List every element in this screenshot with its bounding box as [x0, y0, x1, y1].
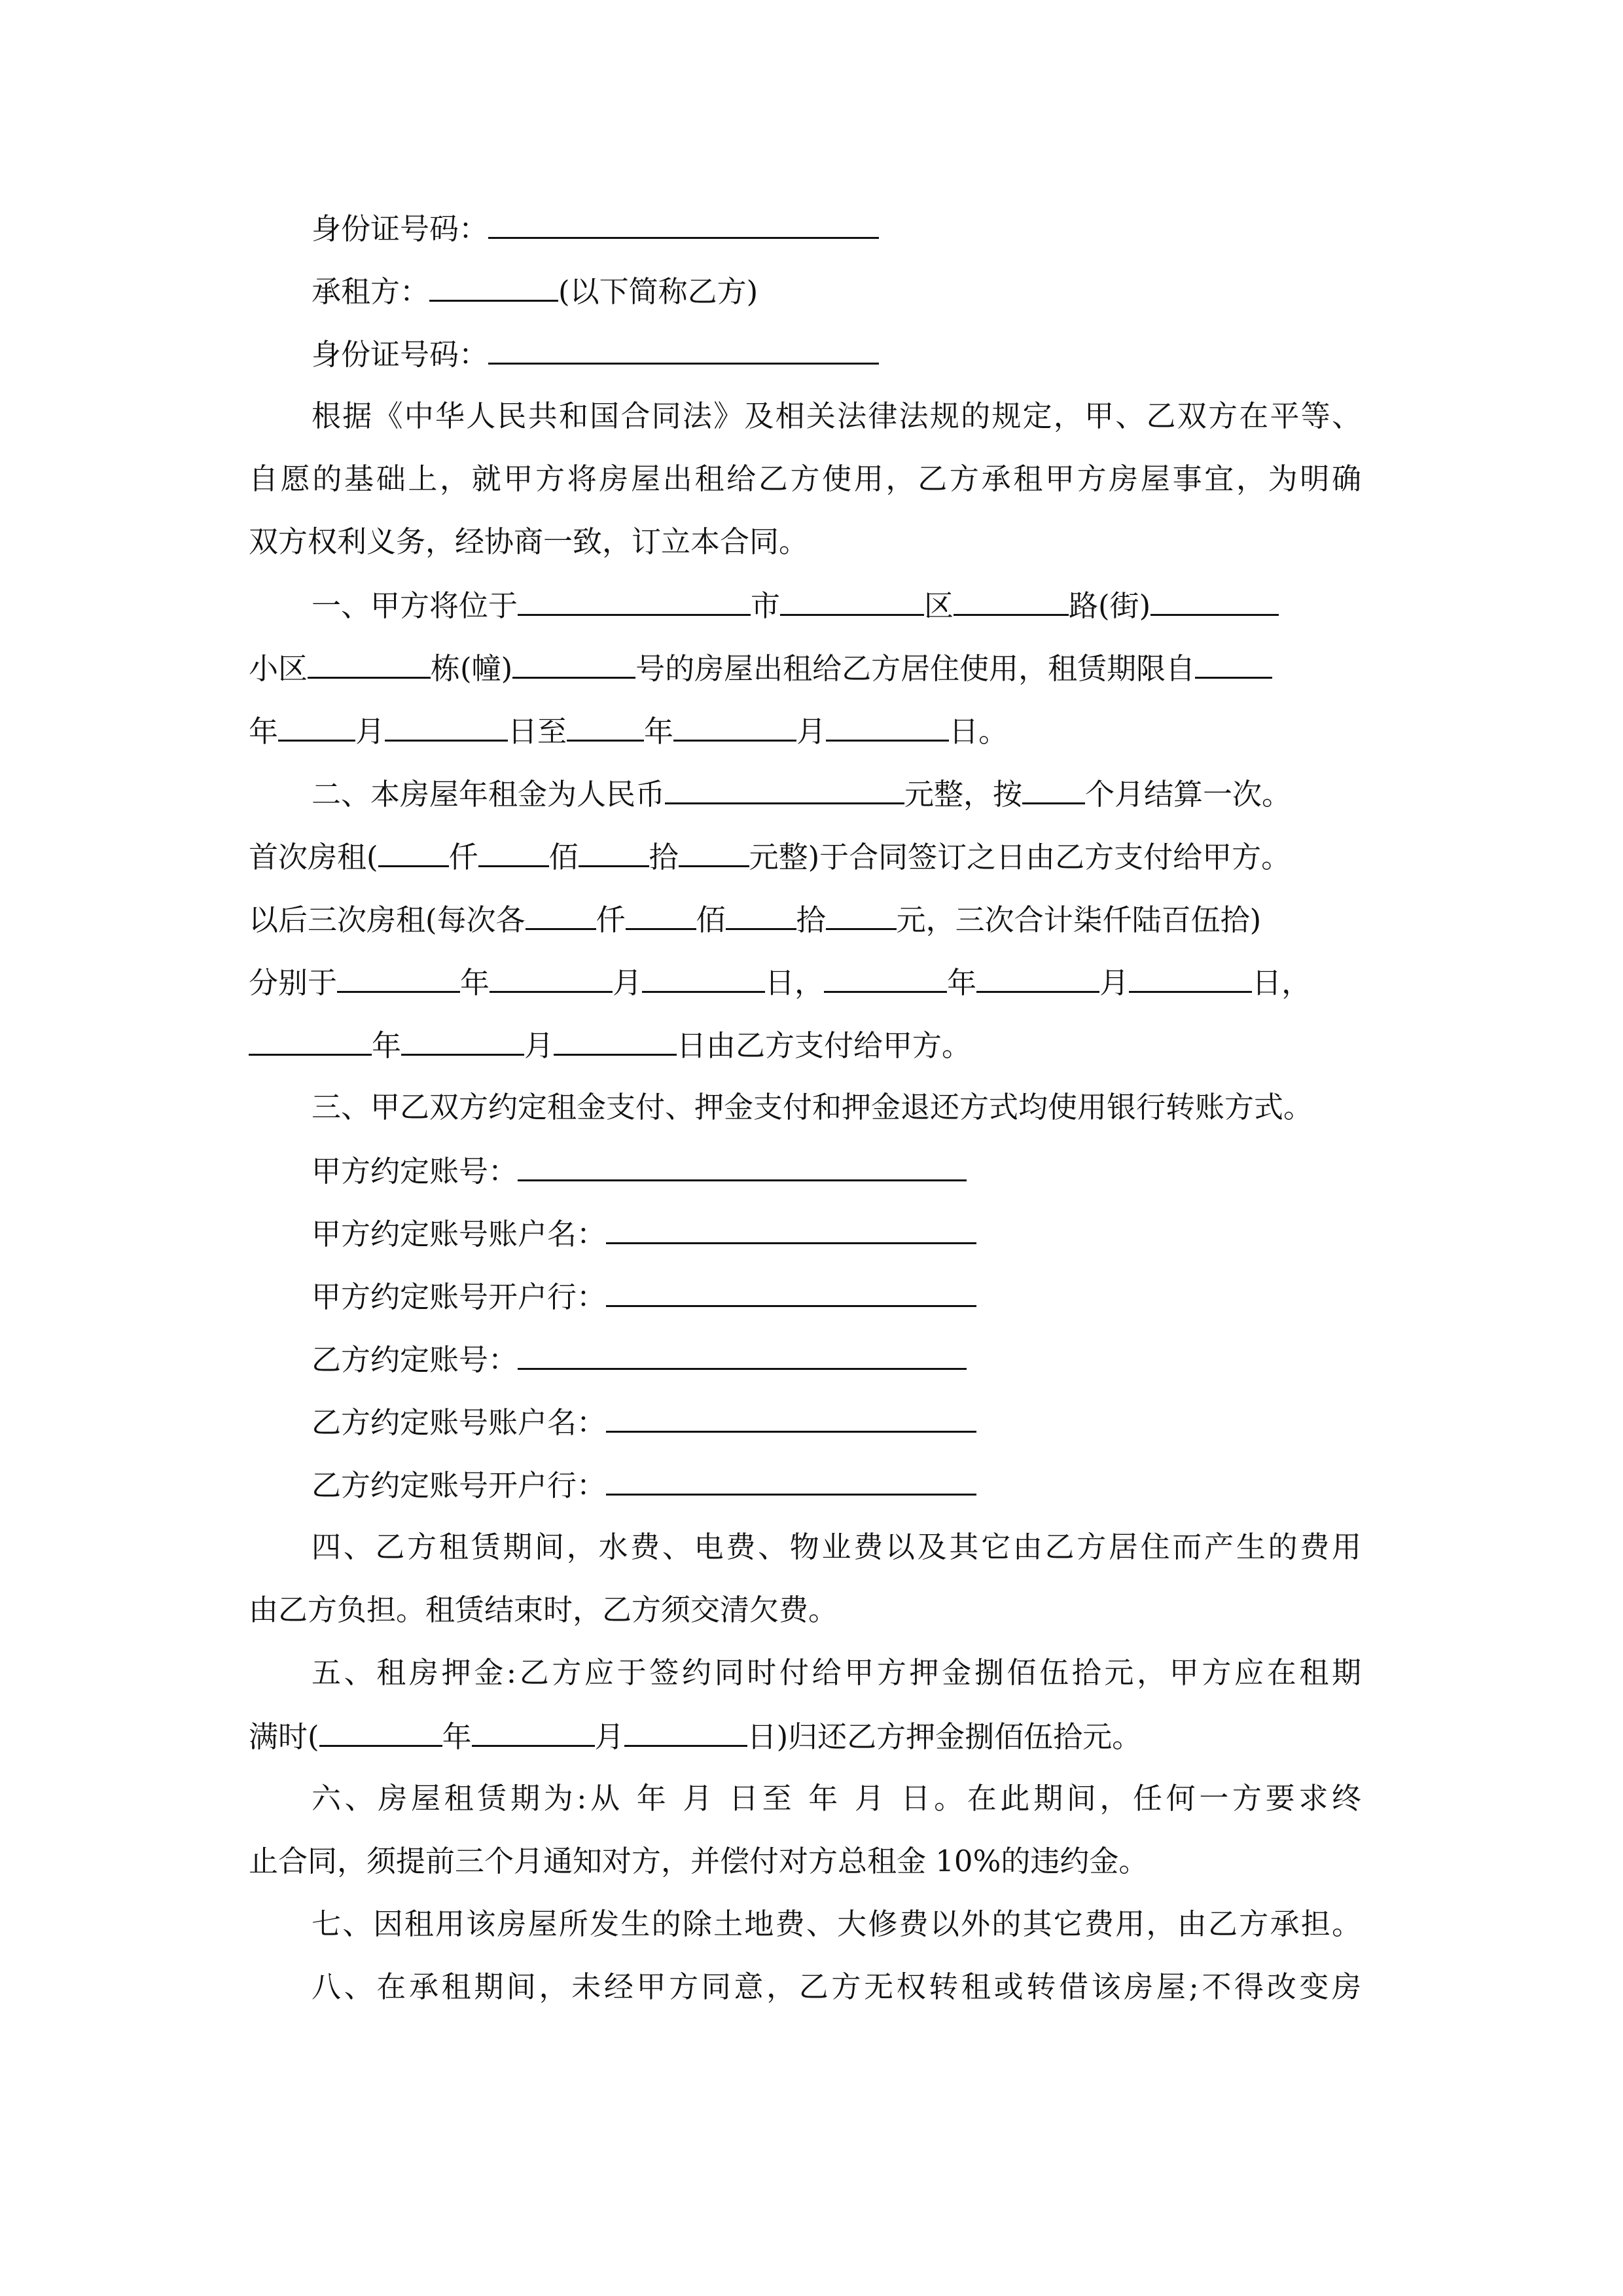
- party-b-bank-blank[interactable]: [606, 1465, 976, 1496]
- party-a-account-name-blank[interactable]: [606, 1213, 976, 1244]
- party-a-bank-blank[interactable]: [606, 1276, 976, 1307]
- id-number-blank[interactable]: [488, 208, 879, 239]
- expiry-open-label: 满时(: [249, 1719, 319, 1754]
- later-rent-tail: 元，三次合计柒仟陆百伍拾): [896, 903, 1262, 937]
- party-b-account-name-blank[interactable]: [606, 1402, 976, 1433]
- blank-field[interactable]: [512, 648, 635, 679]
- blank-field[interactable]: [378, 836, 449, 867]
- yuan-zheng-label: 元整，按: [904, 777, 1023, 812]
- clause-1-line-2: [249, 648, 1272, 687]
- paid-tail: 日由乙方支付给甲方。: [677, 1028, 972, 1063]
- clause-2-line-3: [249, 899, 1261, 939]
- building-label: 栋(幢): [431, 651, 513, 686]
- blank-field[interactable]: [954, 585, 1069, 616]
- blank-field[interactable]: [478, 836, 549, 867]
- clause-6-line-1: 六、房屋租赁期为:从 年 月 日至 年 月 日。在此期间，任何一方要求终: [312, 1781, 1361, 1816]
- clause-2-line-5: [249, 1025, 971, 1064]
- party-a-account-blank[interactable]: [518, 1151, 967, 1181]
- community-label: 小区: [249, 651, 308, 686]
- clause-2-line-4: [249, 962, 1311, 1001]
- room-lease-text: 号的房屋出租给乙方居住使用，租赁期限自: [635, 651, 1196, 686]
- first-rent-tail: 于合同签订之日由乙方支付给甲方。: [819, 840, 1291, 874]
- month-label: 月: [796, 714, 827, 749]
- shi-label: 拾: [649, 840, 679, 874]
- year-label: 年: [442, 1719, 472, 1754]
- blank-field[interactable]: [1150, 585, 1279, 616]
- bai-label: 佰: [548, 840, 579, 874]
- month-label: 月: [355, 714, 385, 749]
- month-label: 月: [613, 965, 643, 1000]
- blank-field[interactable]: [518, 585, 751, 616]
- blank-field[interactable]: [319, 1716, 442, 1747]
- shi-label: 拾: [796, 903, 826, 937]
- clause-2-line-1: [312, 774, 1291, 813]
- clause-6-line-2: 止合同，须提前三个月通知对方，并偿付对方总租金 10%的违约金。: [249, 1844, 1149, 1878]
- id-number-line-2: [312, 334, 879, 373]
- party-a-bank-label: 甲方约定账号开户行：: [312, 1280, 607, 1314]
- lessee-line: [312, 271, 758, 310]
- day-to-label: 日至: [508, 714, 567, 749]
- blank-field[interactable]: [626, 899, 696, 930]
- month-label: 月: [524, 1028, 554, 1063]
- clause-4-line-2: 由乙方负担。租赁结束时，乙方须交清欠费。: [249, 1592, 838, 1627]
- blank-field[interactable]: [308, 648, 431, 679]
- lessee-suffix: (以下简称乙方): [558, 274, 758, 309]
- id-label: 身份证号码：: [312, 337, 489, 372]
- clause-2-lead: 二、本房屋年租金为人民币: [312, 777, 666, 812]
- year-label: 年: [460, 965, 490, 1000]
- clause-5-line-1: 五、租房押金:乙方应于签约同时付给甲方押金捌佰伍拾元，甲方应在租期: [312, 1655, 1361, 1690]
- id-number-blank[interactable]: [488, 334, 879, 365]
- qian-label: 仟: [448, 840, 478, 874]
- month-label: 月: [594, 1719, 624, 1754]
- yuan-zheng-close-label: 元整): [749, 840, 820, 874]
- clause-1-line-1: [312, 585, 1361, 624]
- year-label: 年: [644, 714, 674, 749]
- blank-field[interactable]: [679, 836, 749, 867]
- blank-field[interactable]: [385, 711, 508, 742]
- clause-7-line-1: 七、因租用该房屋所发生的除土地费、大修费以外的其它费用，由乙方承担。: [312, 1907, 1361, 1941]
- party-a-account-line: [312, 1151, 967, 1190]
- blank-field[interactable]: [824, 962, 947, 993]
- party-b-account-name-line: [312, 1402, 976, 1441]
- party-a-account-name-label: 甲方约定账号账户名：: [312, 1217, 607, 1251]
- blank-field[interactable]: [826, 899, 897, 930]
- year-label: 年: [372, 1028, 402, 1063]
- day-label: 日，: [765, 965, 825, 1000]
- paid-on-label: 分别于: [249, 965, 338, 1000]
- clause-1-line-3: [249, 711, 1008, 750]
- qian-label: 仟: [596, 903, 626, 937]
- year-label: 年: [947, 965, 977, 1000]
- months-blank[interactable]: [1022, 774, 1085, 804]
- blank-field[interactable]: [826, 711, 949, 742]
- blank-field[interactable]: [526, 899, 596, 930]
- clause-3-line-1: 三、甲乙双方约定租金支付、押金支付和押金退还方式均使用银行转账方式。: [312, 1090, 1313, 1124]
- year-label: 年: [249, 714, 279, 749]
- lessee-name-blank[interactable]: [429, 271, 558, 302]
- blank-field[interactable]: [490, 962, 613, 993]
- party-b-account-line: [312, 1339, 967, 1378]
- blank-field[interactable]: [567, 711, 644, 742]
- clause-4-line-1: 四、乙方租赁期间，水费、电费、物业费以及其它由乙方居住而产生的费用: [312, 1530, 1361, 1564]
- party-b-bank-label: 乙方约定账号开户行：: [312, 1468, 607, 1503]
- party-b-account-name-label: 乙方约定账号账户名：: [312, 1405, 607, 1440]
- blank-field[interactable]: [976, 962, 1099, 993]
- city-label: 市: [751, 588, 781, 623]
- blank-field[interactable]: [249, 1025, 372, 1056]
- id-label: 身份证号码：: [312, 211, 489, 246]
- blank-field[interactable]: [642, 962, 765, 993]
- blank-field[interactable]: [1195, 648, 1272, 679]
- annual-rent-blank[interactable]: [665, 774, 904, 804]
- party-a-bank-line: [312, 1276, 976, 1316]
- day-end-label: 日。: [949, 714, 1008, 749]
- blank-field[interactable]: [401, 1025, 524, 1056]
- blank-field[interactable]: [1129, 962, 1252, 993]
- bai-label: 佰: [696, 903, 726, 937]
- district-label: 区: [924, 588, 954, 623]
- blank-field[interactable]: [726, 899, 796, 930]
- party-a-account-label: 甲方约定账号：: [312, 1154, 518, 1189]
- road-label: 路(街): [1069, 588, 1151, 623]
- id-number-line-1: [312, 208, 879, 247]
- first-rent-label: 首次房租(: [249, 840, 378, 874]
- party-a-account-name-line: [312, 1213, 976, 1253]
- month-label: 月: [1099, 965, 1130, 1000]
- later-rent-label: 以后三次房租(每次各: [249, 903, 526, 937]
- clause-8-line-1: 八、在承租期间，未经甲方同意，乙方无权转租或转借该房屋;不得改变房: [312, 1969, 1361, 2004]
- blank-field[interactable]: [579, 836, 649, 867]
- party-b-account-blank[interactable]: [518, 1339, 967, 1370]
- clause-5-line-2: [249, 1716, 1141, 1755]
- party-b-bank-line: [312, 1465, 976, 1504]
- deposit-return-text: 日)归还乙方押金捌佰伍拾元。: [747, 1719, 1142, 1754]
- blank-field[interactable]: [278, 711, 355, 742]
- blank-field[interactable]: [780, 585, 924, 616]
- intro-line-2: 自愿的基础上，就甲方将房屋出租给乙方使用，乙方承租甲方房屋事宜，为明确: [249, 461, 1361, 496]
- party-b-account-label: 乙方约定账号：: [312, 1342, 518, 1377]
- blank-field[interactable]: [337, 962, 460, 993]
- blank-field[interactable]: [472, 1716, 595, 1747]
- blank-field[interactable]: [624, 1716, 747, 1747]
- intro-line-3: 双方权利义务，经协商一致，订立本合同。: [249, 524, 809, 559]
- lessee-label: 承租方：: [312, 274, 430, 309]
- blank-field[interactable]: [673, 711, 796, 742]
- clause-2-line-2: [249, 836, 1291, 876]
- blank-field[interactable]: [554, 1025, 677, 1056]
- intro-line-1: 根据《中华人民共和国合同法》及相关法律法规的规定，甲、乙双方在平等、: [312, 399, 1361, 433]
- clause-1-lead: 一、甲方将位于: [312, 588, 518, 623]
- day-label: 日，: [1252, 965, 1311, 1000]
- months-settle-label: 个月结算一次。: [1085, 777, 1292, 812]
